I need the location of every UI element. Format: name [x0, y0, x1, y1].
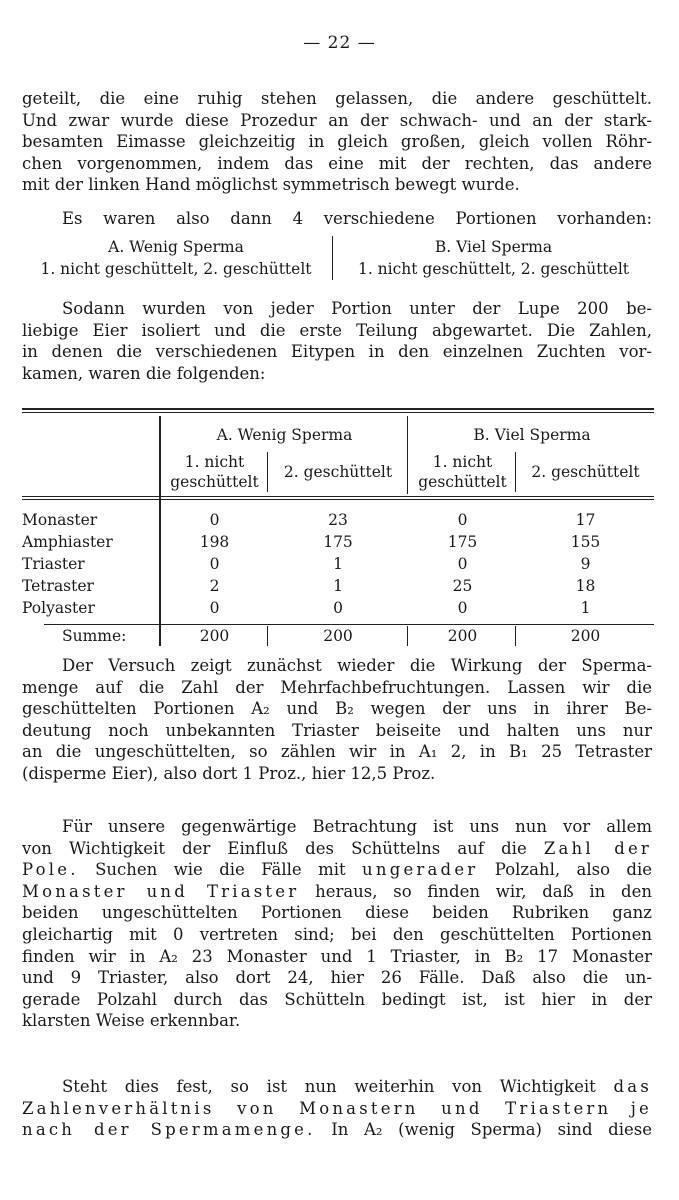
text-line — [22, 1119, 652, 1141]
row-label: Polyaster — [22, 599, 95, 617]
text-line: mit der linken Hand möglichst symmetrisch bewegt wurde. — [22, 175, 520, 195]
text-line: klarsten Weise erkennbar. — [22, 1011, 241, 1031]
text-line: deutung noch unbekannten Triaster beiseite und halten uns nur — [22, 720, 652, 740]
cell-b1: 25 — [452, 577, 473, 595]
spaced-text: Zahl der — [543, 838, 653, 858]
spaced-text: je — [630, 1098, 652, 1118]
row-label: Amphiaster — [22, 533, 113, 551]
table-subheader-b2: 2. geschüttelt — [531, 463, 640, 481]
text-line: Und zwar wurde diese Prozedur an der schwach- und an der stark- — [22, 110, 652, 130]
table-group-b-header: B. Viel Sperma — [473, 426, 591, 444]
cell-b1: 0 — [457, 511, 468, 529]
cell-a1: 0 — [209, 599, 220, 617]
table-subheader-a2: 2. geschüttelt — [283, 463, 393, 481]
overview-b-subtitle: 1. nicht geschüttelt, 2. geschüttelt — [357, 260, 630, 278]
spaced-text: nach der Spermamenge. — [22, 1120, 316, 1140]
cell-b2: 9 — [580, 555, 591, 573]
text-run: In A₂ (wenig Sperma) sind diese — [331, 1120, 652, 1140]
text-line: beiden ungeschüttelten Portionen diese beiden Rubriken ganz — [22, 903, 652, 923]
overview-a-subtitle: 1. nicht geschüttelt, 2. geschüttelt — [40, 260, 312, 278]
spaced-text: Zahlenverhältnis von Monastern und Triastern — [22, 1098, 612, 1118]
text-line: kamen, waren die folgenden: — [22, 363, 266, 383]
table-group-a-header: A. Wenig Sperma — [216, 426, 353, 444]
table-subcol-divider-a — [267, 452, 268, 492]
table-stub-divider — [159, 416, 161, 626]
text-line — [22, 859, 652, 881]
cell-a2: 23 — [328, 511, 348, 529]
overview-a-title: A. Wenig Sperma — [108, 238, 244, 256]
text-line: gerade Polzahl durch das Schütteln bedingt ist, ist hier in der — [22, 989, 652, 1009]
cell-a1: 198 — [199, 533, 230, 551]
table-subcol-divider-b — [515, 452, 516, 492]
text-run: heraus, so finden wir, daß in den — [315, 881, 652, 901]
text-line: Der Versuch zeigt zunächst wieder die Wirkung der Sperma- — [62, 656, 652, 675]
table-header-rule-thin — [22, 499, 654, 500]
cell-a1: 0 — [209, 555, 220, 573]
cell-b1: 0 — [457, 599, 468, 617]
overview-b-title: B. Viel Sperma — [434, 238, 553, 256]
cell-b2: 18 — [575, 577, 596, 595]
row-label: Tetraster — [22, 577, 94, 595]
subheader-line: 1. nicht — [184, 453, 245, 471]
spaced-text: Pole. — [22, 860, 79, 880]
table-subheader-b1 — [410, 452, 515, 492]
table-subheader-a1 — [162, 452, 267, 492]
paragraph-3 — [22, 298, 652, 384]
cell-a1: 2 — [209, 577, 220, 595]
paragraph-2 — [62, 208, 652, 230]
overview-divider — [332, 236, 333, 280]
text-line: Es waren also dann 4 verschiedene Portionen vorhanden: — [62, 209, 652, 228]
sum-b1: 200 — [447, 627, 478, 645]
text-line — [22, 838, 652, 860]
sum-divider — [267, 626, 268, 646]
subheader-line: geschüttelt — [418, 473, 507, 491]
spaced-text: das — [613, 1077, 652, 1096]
cell-b2: 155 — [570, 533, 601, 551]
text-line: liebige Eier isoliert und die erste Teilung abgewartet. Die Zahlen, — [22, 320, 652, 340]
text-line: in denen die verschiedenen Eitypen in den einzelnen Zuchten vor- — [22, 342, 652, 362]
paragraph-1 — [22, 88, 652, 196]
text-run: Steht dies fest, so ist nun weiterhin von Wichtigkeit — [62, 1077, 596, 1096]
table-top-rule — [22, 408, 654, 410]
cell-a2: 1 — [333, 577, 343, 595]
text-line: geteilt, die eine ruhig stehen gelassen, die andere geschüttelt. — [22, 89, 652, 108]
sum-label: Summe: — [62, 627, 127, 645]
cell-a2: 0 — [333, 599, 343, 617]
sum-divider — [515, 626, 516, 646]
sum-divider — [159, 626, 161, 646]
text-line — [22, 881, 652, 903]
cell-a1: 0 — [209, 511, 220, 529]
table-top-rule-thin — [22, 412, 654, 413]
sum-b2: 200 — [570, 627, 601, 645]
text-line: (disperme Eier), also dort 1 Proz., hier 12,5 Proz. — [22, 763, 436, 783]
table-group-divider — [407, 416, 408, 494]
text-line — [22, 1098, 652, 1120]
row-label: Monaster — [22, 511, 98, 529]
subheader-line: 1. nicht — [432, 453, 493, 471]
page-number: — 22 — — [303, 33, 376, 53]
spaced-text: ungerader — [362, 860, 479, 880]
subheader-line: geschüttelt — [170, 473, 259, 491]
sum-a2: 200 — [323, 627, 353, 645]
text-line: gleichartig mit 0 vertreten sind; bei den geschüttelten Portionen — [22, 924, 652, 944]
row-label: Triaster — [22, 555, 85, 573]
cell-b1: 175 — [447, 533, 478, 551]
overview-group-a — [22, 236, 330, 280]
text-line: menge auf die Zahl der Mehrfachbefruchtungen. Lassen wir die — [22, 677, 652, 697]
paragraph-6 — [22, 1076, 652, 1141]
text-run: Polzahl, also die — [494, 860, 653, 880]
text-line: und 9 Triaster, also dort 24, hier 26 Fälle. Daß also die un- — [22, 968, 652, 988]
cell-b1: 0 — [457, 555, 468, 573]
text-run: von Wichtigkeit der Einfluß des Schüttelns auf die — [22, 838, 527, 858]
text-line: Sodann wurden von jeder Portion unter der Lupe 200 be- — [62, 299, 652, 318]
text-line: chen vorgenommen, indem das eine mit der rechten, das andere — [22, 153, 652, 173]
sum-divider — [407, 626, 408, 646]
paragraph-5 — [22, 816, 652, 1032]
text-line — [22, 1076, 652, 1098]
spaced-text: Monaster und Triaster — [22, 881, 300, 901]
text-line: besamten Eimasse gleichzeitig in gleich großen, gleich vollen Röhr- — [22, 132, 652, 152]
text-line: finden wir in A₂ 23 Monaster und 1 Triaster, in B₂ 17 Monaster — [22, 946, 652, 966]
cell-b2: 1 — [580, 599, 591, 617]
text-line: geschüttelten Portionen A₂ und B₂ wegen der uns in ihrer Be- — [22, 699, 652, 719]
cell-a2: 175 — [323, 533, 353, 551]
text-line: Für unsere gegenwärtige Betrachtung ist uns nun vor allem — [62, 817, 652, 836]
paragraph-4 — [22, 655, 652, 785]
text-line: an die ungeschüttelten, so zählen wir in A₁ 2, in B₁ 25 Tetraster — [22, 742, 652, 762]
table-header-rule — [22, 496, 654, 497]
table-sum-rule — [44, 624, 654, 625]
cell-a2: 1 — [333, 555, 343, 573]
text-run: Suchen wie die Fälle mit — [95, 860, 346, 880]
sum-a1: 200 — [199, 627, 230, 645]
overview-group-b — [335, 236, 652, 280]
cell-b2: 17 — [575, 511, 596, 529]
